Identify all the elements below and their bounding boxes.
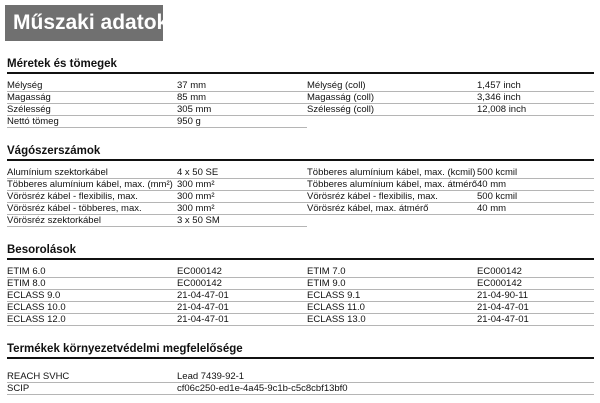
spec-value: 500 kcmil (477, 167, 594, 179)
spec-label: Magasság (coll) (307, 92, 477, 104)
spec-value: 1,457 inch (477, 80, 594, 92)
spec-value: 21-04-47-01 (177, 314, 307, 326)
spec-value: cf06c250-ed1e-4a45-9c1b-c5c8cbf13bf0 (177, 383, 594, 395)
spec-value: 37 mm (177, 80, 307, 92)
spec-value: 40 mm (477, 203, 594, 215)
spec-label: ECLASS 10.0 (7, 302, 177, 314)
spec-label: Szélesség (7, 104, 177, 116)
spec-row (7, 179, 594, 191)
spec-row (7, 116, 594, 128)
spec-label: Magasság (7, 92, 177, 104)
spec-row (7, 314, 594, 326)
spec-value: 21-04-47-01 (477, 302, 594, 314)
spec-value: 21-04-47-01 (477, 314, 594, 326)
environment-rows (7, 371, 594, 395)
spec-label: Nettó tömeg (7, 116, 177, 128)
spec-label: Vörösréz kábel, max. átmérő (307, 203, 477, 215)
spec-value: 305 mm (177, 104, 307, 116)
spec-label: Mélység (coll) (307, 80, 477, 92)
spec-value: 950 g (177, 116, 307, 128)
spec-value: 21-04-47-01 (177, 290, 307, 302)
spec-label: Vörösréz kábel - többeres, max. (7, 203, 177, 215)
spec-value: 3 x 50 SM (177, 215, 307, 227)
section-title-classifications: Besorolások (7, 242, 594, 260)
spec-label: Többeres alumínium kábel, max. átmérő (307, 179, 477, 190)
spec-row (7, 371, 594, 383)
classifications-section (7, 242, 594, 326)
spec-row (7, 278, 594, 290)
dimensions-rows (7, 80, 594, 128)
environment-section (7, 341, 594, 395)
section-title-dimensions: Méretek és tömegek (7, 56, 594, 74)
spec-label: ECLASS 12.0 (7, 314, 177, 326)
spec-value: EC000142 (177, 278, 307, 290)
spec-row (7, 167, 594, 179)
spec-label: Vörösréz kábel - flexibilis, max. (307, 191, 477, 203)
spec-row (7, 215, 594, 227)
spec-label: ECLASS 9.0 (7, 290, 177, 302)
section-title-environment: Termékek környezetvédelmi megfelelősége (7, 341, 594, 359)
spec-label: Többeres alumínium kábel, max. (kcmil) (307, 167, 476, 178)
spec-label: Többeres alumínium kábel, max. (mm²) (7, 179, 177, 191)
section-title-cutting-tools: Vágószerszámok (7, 143, 594, 161)
spec-row (7, 203, 594, 215)
spec-label: SCIP (7, 383, 177, 395)
spec-label: ETIM 7.0 (307, 266, 477, 278)
spec-label: REACH SVHC (7, 371, 177, 383)
spec-label: ECLASS 13.0 (307, 314, 477, 326)
spec-row (7, 80, 594, 92)
spec-value: Lead 7439-92-1 (177, 371, 594, 383)
spec-row (7, 290, 594, 302)
spec-value: 12,008 inch (477, 104, 594, 116)
spec-value: 85 mm (177, 92, 307, 104)
spec-value: 21-04-47-01 (177, 302, 307, 314)
spec-label: Alumínium szektorkábel (7, 167, 177, 179)
classifications-rows (7, 266, 594, 326)
spec-label: ETIM 9.0 (307, 278, 477, 290)
spec-value: 21-04-90-11 (477, 290, 594, 302)
spec-value: EC000142 (177, 266, 307, 278)
spec-label: Vörösréz kábel - flexibilis, max. (7, 191, 177, 203)
spec-label: ETIM 8.0 (7, 278, 177, 290)
spec-value: 500 kcmil (477, 191, 594, 203)
spec-value: 300 mm² (177, 203, 307, 215)
spec-label: ECLASS 9.1 (307, 290, 477, 302)
cutting-tools-rows (7, 167, 594, 227)
spec-label: Szélesség (coll) (307, 104, 477, 116)
spec-value: 40 mm (477, 179, 594, 191)
spec-value: EC000142 (477, 266, 594, 278)
spec-value: 300 mm² (177, 179, 307, 191)
dimensions-section (7, 56, 594, 128)
spec-label: Mélység (7, 80, 177, 92)
cutting-tools-section (7, 143, 594, 227)
spec-row (7, 302, 594, 314)
spec-value: EC000142 (477, 278, 594, 290)
page-title: Műszaki adatok (5, 5, 163, 41)
spec-label: ECLASS 11.0 (307, 302, 477, 314)
spec-row (7, 191, 594, 203)
spec-label: Vörösréz szektorkábel (7, 215, 177, 227)
spec-row (7, 266, 594, 278)
spec-value: 300 mm² (177, 191, 307, 203)
spec-row (7, 92, 594, 104)
spec-row (7, 383, 594, 395)
spec-value: 3,346 inch (477, 92, 594, 104)
spec-row (7, 104, 594, 116)
spec-label: ETIM 6.0 (7, 266, 177, 278)
spec-value: 4 x 50 SE (177, 167, 307, 179)
